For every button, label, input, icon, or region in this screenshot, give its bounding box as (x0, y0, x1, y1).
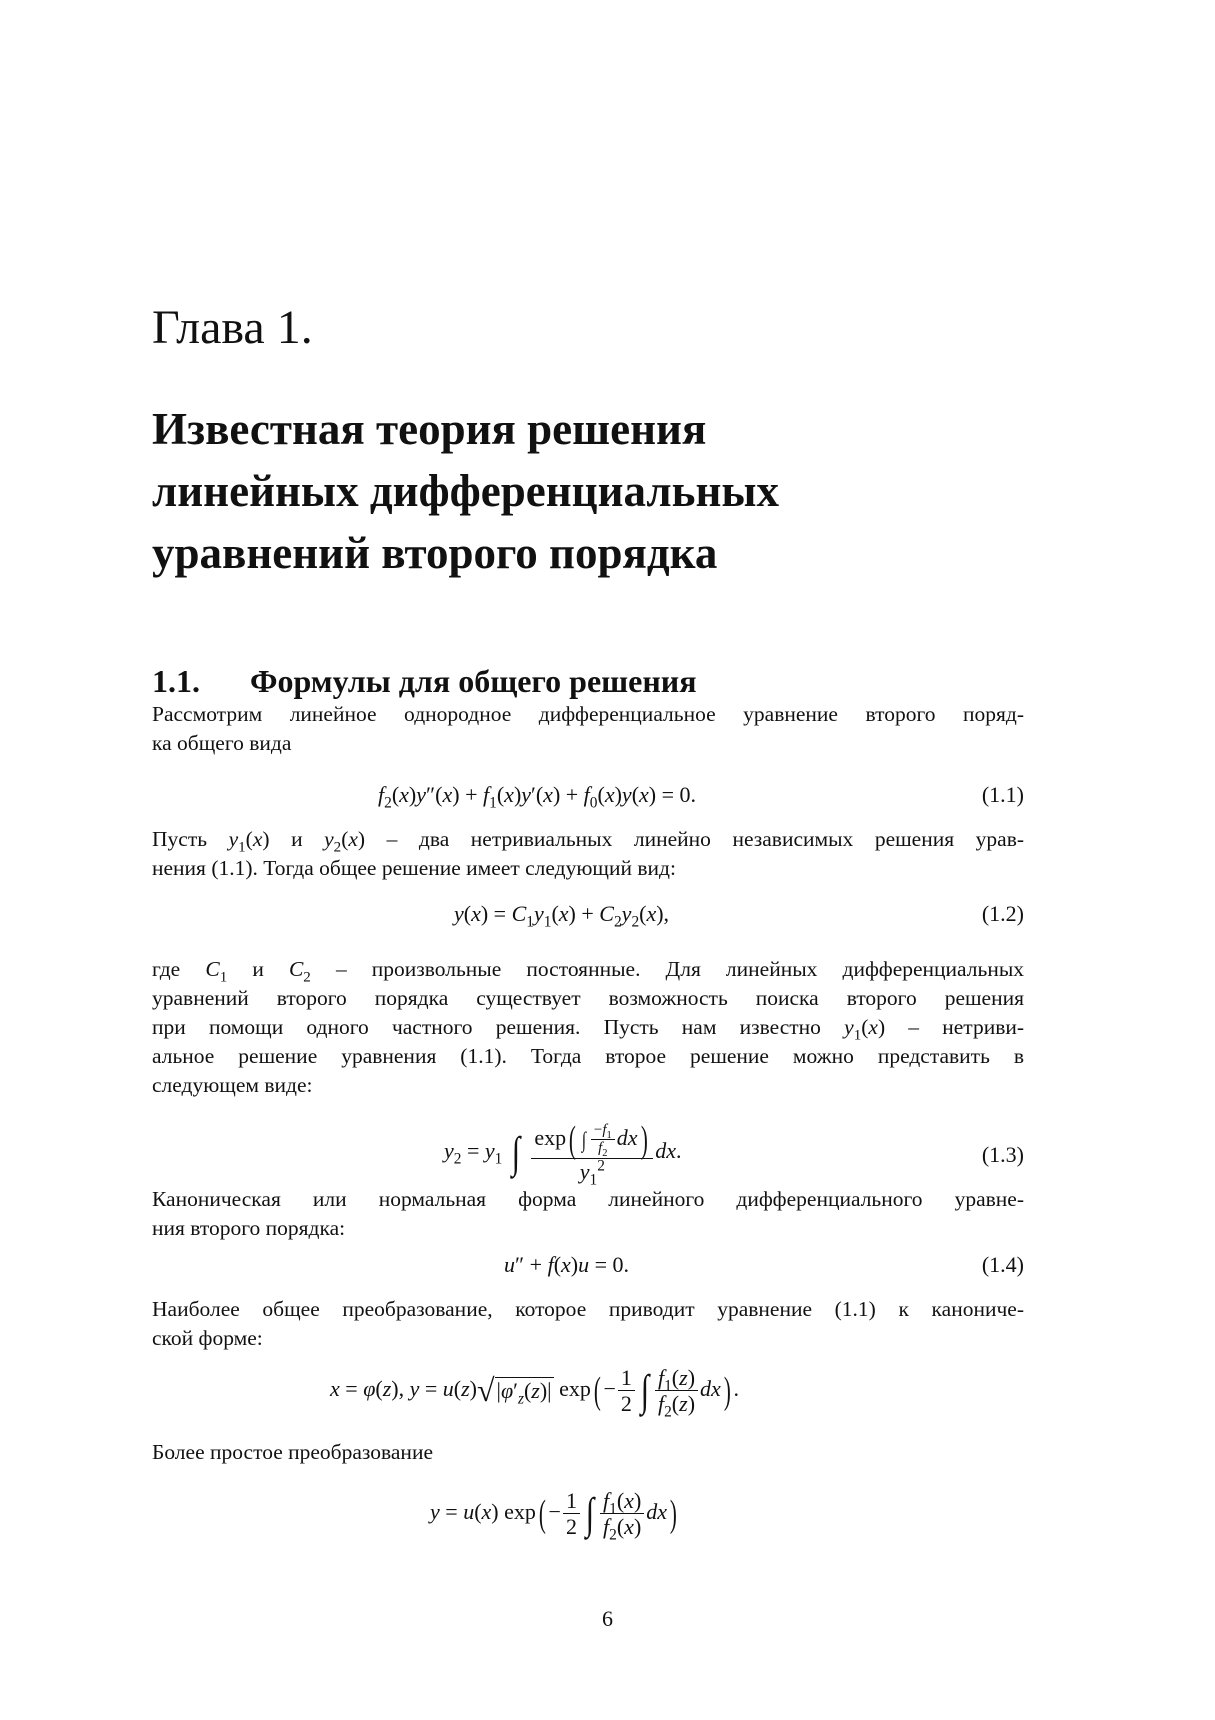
chapter-title (152, 398, 1052, 584)
equation-transformation (152, 1365, 1024, 1435)
text-line: ка общего вида (152, 731, 292, 755)
chapter-title-line: уравнений второго порядка (152, 528, 718, 578)
equation-body: $f_2(x)y''(x) + f_1(x)y'(x) + f_0(x)y(x) = 0$. (378, 782, 697, 812)
equation-1-1 (152, 782, 1024, 822)
paragraph (152, 700, 1024, 758)
equation-body: y = u(x) exp( − $\frac{1}{2}$ ∫ $\frac{f_1(x)}{f_2(x)}$ dx) (430, 1488, 677, 1544)
text-line: Рассмотрим линейное однородное дифференциальное уравнение второго поряд- (152, 702, 1024, 726)
text-line: Каноническая или нормальная форма линейного дифференциального уравне- (152, 1187, 1024, 1211)
equation-body: $y(x) = C_1y_1(x) + C_2y_2(x)$, (454, 901, 670, 931)
text-line: альное решение уравнения (1.1). Тогда второе решение можно представить в (152, 1044, 1024, 1068)
section-title: Формулы для общего решения (250, 663, 697, 699)
text-line: при помощи одного частного решения. Пусть нам известно $y_1(x)$ – нетриви- (152, 1015, 1025, 1044)
paragraph (152, 1438, 1024, 1467)
section-number: 1.1. (152, 663, 200, 699)
equation-body: $y_2 = y_1$ ∫ exp( ∫ $\frac{-f_1}{f_2}$ dx) $y_1^2$ dx. (444, 1118, 682, 1188)
text-fragment: и (252, 957, 264, 981)
page-number: 6 (602, 1606, 613, 1631)
text-line: ской форме: (152, 1326, 263, 1350)
equation-1-4 (152, 1252, 1024, 1292)
equation-body: x = φ(z), $y = u(z)√|\varphi'_z(z)|$ exp( − $\frac{1}{2}$ ∫ $\frac{f_1(z)}{f_2(z)}$ dx) . (330, 1365, 739, 1421)
text-line: Более простое преобразование (152, 1440, 433, 1464)
equation-simple-transformation (152, 1488, 1024, 1558)
equation-number: (1.1) (981, 782, 1024, 807)
text-line: следующем виде: (152, 1073, 313, 1097)
paragraph (152, 1295, 1024, 1353)
equation-number: (1.2) (981, 901, 1024, 926)
text-fragment: Пусть (152, 827, 208, 851)
equation-1-2 (152, 901, 1024, 941)
chapter-label: Глава 1. (152, 301, 313, 354)
text-fragment: – произвольные постоянные. Для линейных дифференциальных (335, 957, 1025, 981)
text-line: уравнений второго порядка существует возможность поиска второго решения (152, 986, 1024, 1010)
fraction: exp( ∫ $\frac{-f_1}{f_2}$ dx) $y_1^2$ (531, 1122, 653, 1184)
paragraph (152, 1185, 1024, 1243)
integral-sign: ∫ (511, 1128, 521, 1178)
equation-number: (1.4) (981, 1252, 1024, 1277)
section-heading (152, 663, 697, 700)
text-fragment: – два нетривиальных линейно независимых решения урав- (386, 827, 1025, 851)
text-line: Наиболее общее преобразование, которое приводит уравнение (1.1) к канониче- (152, 1297, 1024, 1321)
paragraph (152, 825, 1024, 883)
text-fragment: – нетриви- (908, 1015, 1025, 1039)
chapter-title-line: Известная теория решения (152, 404, 707, 454)
text-fragment: и (291, 827, 303, 851)
text-fragment: где (152, 957, 181, 981)
text-line: нения (1.1). Тогда общее решение имеет следующий вид: (152, 856, 676, 880)
equation-number: (1.3) (981, 1142, 1024, 1167)
text-fragment: при помощи одного частного решения. Пусть нам известно (152, 1015, 821, 1039)
text-line: где $C_1$ и $C_2$ – произвольные постоянные. Для линейных дифференциальных (152, 957, 1025, 986)
paragraph (152, 955, 1024, 1100)
text-line: Пусть $y_1(x)$ и $y_2(x)$ – два нетривиальных линейно независимых решения урав- (152, 827, 1025, 856)
chapter-title-line: линейных дифференциальных (152, 466, 780, 516)
text-line: ния второго порядка: (152, 1216, 346, 1240)
equation-body: u″ + f(x)u = 0. (504, 1252, 630, 1277)
